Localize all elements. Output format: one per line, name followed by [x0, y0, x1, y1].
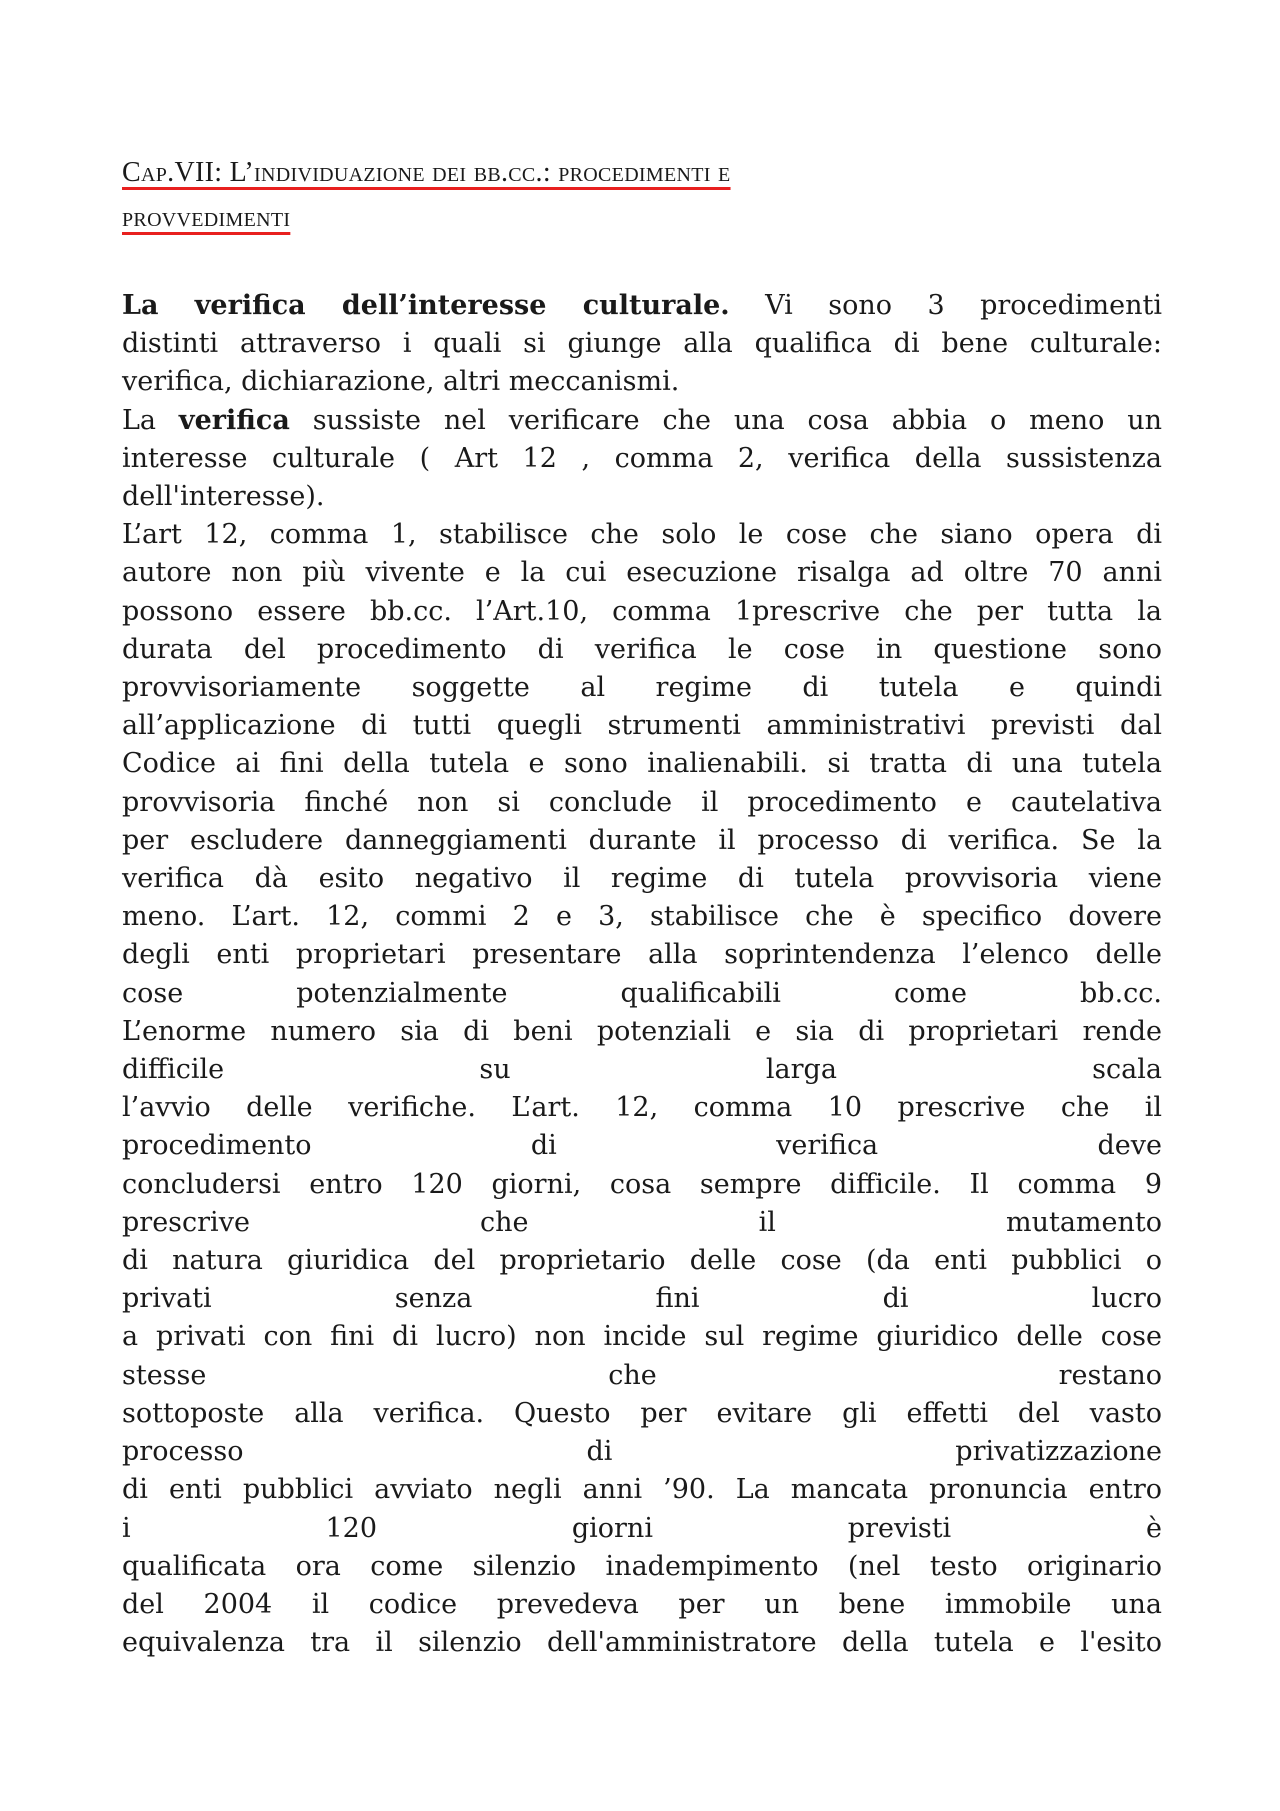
text-line: processo di privatizzazione [122, 1436, 1162, 1468]
text-line: privati senza fini di lucro [122, 1283, 1162, 1315]
text-line: Codice ai fini della tutela e sono inalienabili. si tratta di una tutela [122, 748, 1162, 780]
text-line: La verifica dell’interesse culturale. Vi sono 3 procedimenti [122, 290, 1162, 321]
text-line: provvisoriamente soggette al regime di tutela e quindi [122, 672, 1162, 704]
text-line: difficile su larga scala [122, 1054, 1162, 1086]
text-line: l’avvio delle verifiche. L’art. 12, comma 10 prescrive che il [122, 1092, 1162, 1124]
chapter-heading-line-2: provvedimenti [122, 202, 291, 233]
text-line: meno. L’art. 12, commi 2 e 3, stabilisce che è specifico dovere [122, 901, 1162, 933]
text-line: L’enorme numero sia di beni potenziali e sia di proprietari rende [122, 1015, 1162, 1047]
text-line: per escludere danneggiamenti durante il processo di verifica. Se la [122, 824, 1162, 856]
bold-term: verifica [178, 404, 290, 436]
text-line: stesse che restano [122, 1359, 1162, 1391]
text-line: distinti attraverso i quali si giunge alla qualifica di bene culturale: [122, 328, 1162, 360]
body-text [122, 287, 1162, 1662]
text-line: a privati con fini di lucro) non incide sul regime giuridico delle cose [122, 1321, 1162, 1353]
text-line: La verifica sussiste nel verificare che una cosa abbia o meno un [122, 404, 1163, 436]
text-line: procedimento di verifica deve [122, 1130, 1162, 1162]
text-line: qualificata ora come silenzio inadempimento (nel testo originario [122, 1550, 1162, 1582]
text-line: i 120 giorni previsti è [122, 1512, 1162, 1544]
chapter-heading-line-1: Cap.VII: L’individuazione dei bb.cc.: procedimenti e [122, 157, 731, 188]
text-line: sottoposte alla verifica. Questo per evitare gli effetti del vasto [122, 1397, 1162, 1429]
text-line: del 2004 il codice prevedeva per un bene immobile una [122, 1588, 1162, 1620]
text-line: concludersi entro 120 giorni, cosa sempre difficile. Il comma 9 [122, 1168, 1162, 1200]
text-line: durata del procedimento di verifica le cose in questione sono [122, 633, 1162, 665]
text-line: provvisoria finché non si conclude il procedimento e cautelativa [122, 786, 1162, 818]
chapter-heading [122, 150, 1162, 240]
text-line: all’applicazione di tutti quegli strumenti amministrativi previsti dal [122, 710, 1162, 742]
text-line: degli enti proprietari presentare alla soprintendenza l’elenco delle [122, 939, 1162, 971]
text-line: verifica, dichiarazione, altri meccanismi. [122, 366, 680, 398]
text-line: cose potenzialmente qualificabili come bb.cc. [122, 977, 1162, 1009]
text-line: di natura giuridica del proprietario delle cose (da enti pubblici o [122, 1245, 1162, 1277]
text-line: L’art 12, comma 1, stabilisce che solo le cose che siano opera di [122, 519, 1162, 551]
text-line: autore non più vivente e la cui esecuzione risalga ad oltre 70 anni [122, 557, 1162, 589]
text-line: possono essere bb.cc. l’Art.10, comma 1prescrive che per tutta la [122, 595, 1162, 627]
text-line: verifica dà esito negativo il regime di tutela provvisoria viene [122, 863, 1162, 895]
text-line: equivalenza tra il silenzio dell'amministratore della tutela e l'esito [122, 1627, 1162, 1659]
text-line: prescrive che il mutamento [122, 1206, 1162, 1238]
bold-lead: La verifica dell’interesse culturale. [122, 290, 730, 321]
text-line: dell'interesse). [122, 481, 325, 513]
text-line: di enti pubblici avviato negli anni ’90. La mancata pronuncia entro [122, 1474, 1162, 1506]
text-line: interesse culturale ( Art 12 , comma 2, verifica della sussistenza [122, 442, 1162, 474]
